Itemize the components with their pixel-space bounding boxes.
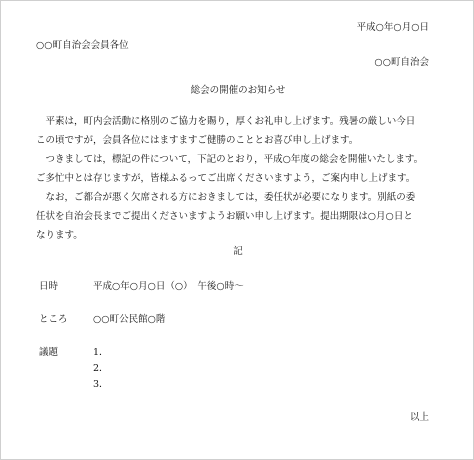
body-line: つきましては，標記の件について，下記のとおり，平成○年度の総会を開催いたします。: [36, 154, 424, 165]
body-line: なります。: [36, 230, 83, 241]
agenda-item: 1．: [93, 347, 109, 358]
place-value: ○○町公民館○階: [93, 314, 166, 325]
body-line: なお，ご都合が悪く欠席される方におきましては，委任状が必要になります。別紙の委: [36, 192, 416, 203]
sender: ○○町自治会: [374, 57, 429, 68]
agenda-item: 3．: [93, 379, 109, 390]
document-date: 平成○年○月○日: [356, 22, 429, 33]
body-line: 平素は，町内会活動に格別のご協力を賜り，厚くお礼申し上げます。残暑の厳しい今日: [36, 116, 416, 127]
body-text: [36, 112, 434, 245]
body-line: この頃ですが，会員各位にはますますご健勝のこととお喜び申し上げます。: [36, 135, 359, 146]
datetime-value: 平成○年○月○日（○） 午後○時～: [93, 281, 244, 292]
agenda-item: 2．: [93, 363, 109, 374]
place-label: ところ: [39, 314, 68, 325]
datetime-label: 日時: [39, 281, 59, 292]
document-title: 総会の開催のお知らせ: [190, 85, 286, 96]
recipient: ○○町自治会会員各位: [36, 40, 129, 51]
ki-heading: 記: [233, 246, 243, 257]
body-line: 任状を自治会長までご提出くださいますようお願い申し上げます。提出期限は○月○日と: [36, 211, 413, 222]
agenda-label: 議題: [39, 347, 59, 358]
closing: 以上: [409, 412, 429, 423]
body-line: ご多忙中とは存じますが，皆様ふるってご出席くださいますよう，ご案内申し上げます。: [36, 173, 416, 184]
